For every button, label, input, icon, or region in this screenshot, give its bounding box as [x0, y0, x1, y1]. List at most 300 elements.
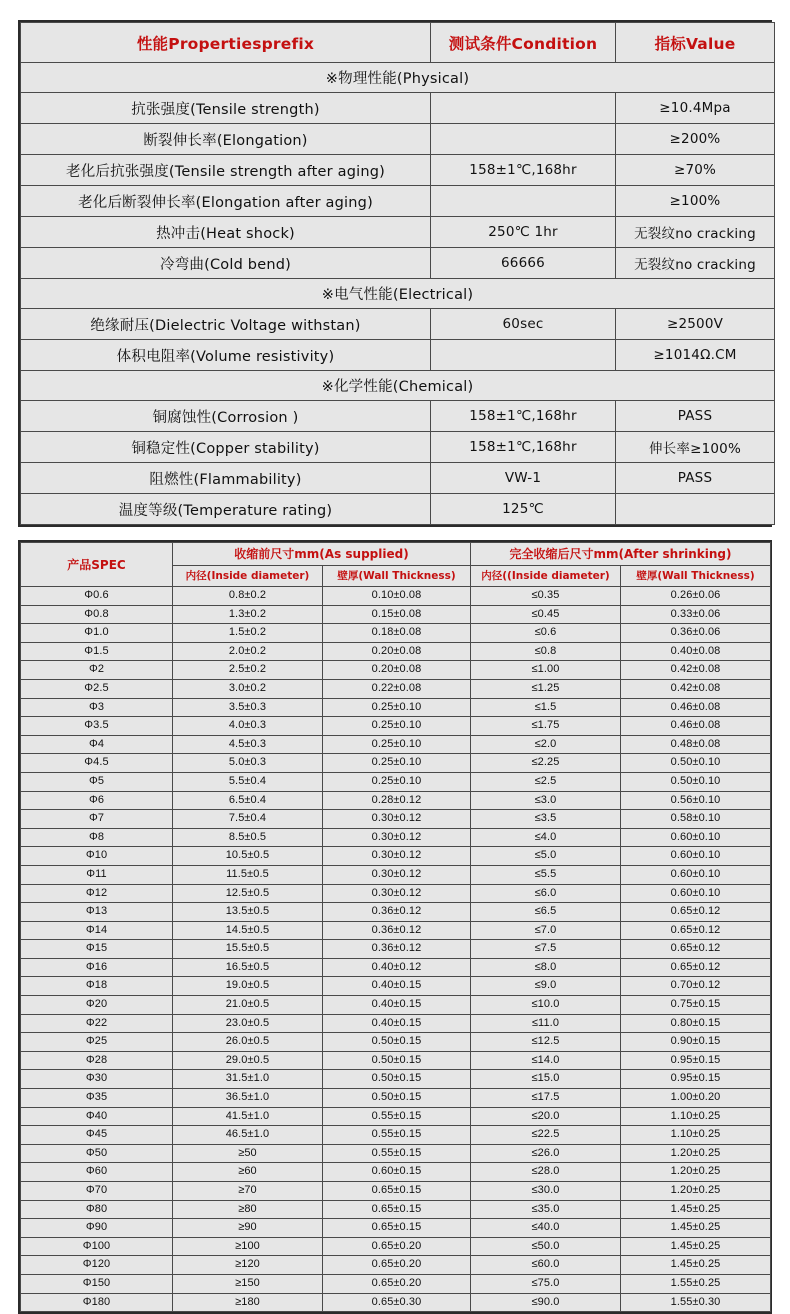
- cell-inside-diameter-shrunk: ≤75.0: [471, 1274, 621, 1293]
- cell-wall-thickness-supplied: 0.40±0.15: [323, 977, 471, 996]
- cell-spec: Φ14: [21, 921, 173, 940]
- table-row: [21, 996, 771, 1015]
- cell-spec: Φ180: [21, 1293, 173, 1312]
- cell-inside-diameter-supplied: 0.8±0.2: [173, 587, 323, 606]
- table-row: [21, 605, 771, 624]
- table-row: [21, 698, 771, 717]
- cell-wall-thickness-shrunk: 1.45±0.25: [621, 1256, 771, 1275]
- header-spec: 产品SPEC: [21, 543, 173, 587]
- cell-wall-thickness-supplied: 0.65±0.15: [323, 1182, 471, 1201]
- cell-wall-thickness-shrunk: 0.46±0.08: [621, 698, 771, 717]
- table-row: [21, 1014, 771, 1033]
- cell-spec: Φ28: [21, 1051, 173, 1070]
- cell-inside-diameter-supplied: 26.0±0.5: [173, 1033, 323, 1052]
- cell-wall-thickness-shrunk: 0.60±0.10: [621, 828, 771, 847]
- table-row: [21, 1274, 771, 1293]
- cell-inside-diameter-supplied: 23.0±0.5: [173, 1014, 323, 1033]
- cell-inside-diameter-shrunk: ≤9.0: [471, 977, 621, 996]
- table-row: [21, 1107, 771, 1126]
- cell-inside-diameter-shrunk: ≤1.75: [471, 717, 621, 736]
- table-row: [21, 1200, 771, 1219]
- cell-inside-diameter-shrunk: ≤6.5: [471, 903, 621, 922]
- cell-inside-diameter-shrunk: ≤1.00: [471, 661, 621, 680]
- property-name: 绝缘耐压(Dielectric Voltage withstan): [21, 309, 431, 340]
- cell-inside-diameter-supplied: 2.5±0.2: [173, 661, 323, 680]
- cell-inside-diameter-shrunk: ≤2.5: [471, 772, 621, 791]
- table-row: [21, 494, 775, 525]
- table-row: [21, 661, 771, 680]
- cell-wall-thickness-supplied: 0.22±0.08: [323, 679, 471, 698]
- cell-wall-thickness-shrunk: 1.20±0.25: [621, 1182, 771, 1201]
- cell-spec: Φ45: [21, 1126, 173, 1145]
- cell-inside-diameter-supplied: ≥80: [173, 1200, 323, 1219]
- cell-spec: Φ30: [21, 1070, 173, 1089]
- cell-inside-diameter-supplied: 3.5±0.3: [173, 698, 323, 717]
- cell-spec: Φ3: [21, 698, 173, 717]
- dimension-table-body: [21, 587, 771, 1312]
- table-row: [21, 587, 771, 606]
- cell-wall-thickness-supplied: 0.18±0.08: [323, 624, 471, 643]
- table-row: [21, 847, 771, 866]
- cell-wall-thickness-shrunk: 0.65±0.12: [621, 903, 771, 922]
- cell-spec: Φ4.5: [21, 754, 173, 773]
- cell-spec: Φ22: [21, 1014, 173, 1033]
- cell-inside-diameter-shrunk: ≤3.5: [471, 810, 621, 829]
- cell-inside-diameter-shrunk: ≤28.0: [471, 1163, 621, 1182]
- table-row: [21, 124, 775, 155]
- cell-wall-thickness-shrunk: 0.42±0.08: [621, 661, 771, 680]
- cell-inside-diameter-supplied: 11.5±0.5: [173, 865, 323, 884]
- cell-inside-diameter-supplied: 31.5±1.0: [173, 1070, 323, 1089]
- table-row: [21, 884, 771, 903]
- cell-inside-diameter-shrunk: ≤20.0: [471, 1107, 621, 1126]
- table-row: [21, 1051, 771, 1070]
- cell-inside-diameter-supplied: 2.0±0.2: [173, 642, 323, 661]
- cell-wall-thickness-supplied: 0.25±0.10: [323, 735, 471, 754]
- table-row: [21, 401, 775, 432]
- table-row: [21, 309, 775, 340]
- cell-spec: Φ100: [21, 1237, 173, 1256]
- cell-spec: Φ40: [21, 1107, 173, 1126]
- table-row: [21, 642, 771, 661]
- cell-wall-thickness-supplied: 0.25±0.10: [323, 698, 471, 717]
- cell-inside-diameter-shrunk: ≤90.0: [471, 1293, 621, 1312]
- cell-inside-diameter-supplied: ≥150: [173, 1274, 323, 1293]
- cell-wall-thickness-supplied: 0.30±0.12: [323, 847, 471, 866]
- cell-inside-diameter-supplied: 36.5±1.0: [173, 1089, 323, 1108]
- cell-wall-thickness-shrunk: 1.20±0.25: [621, 1163, 771, 1182]
- cell-wall-thickness-shrunk: 0.50±0.10: [621, 754, 771, 773]
- cell-inside-diameter-supplied: ≥50: [173, 1144, 323, 1163]
- cell-wall-thickness-supplied: 0.65±0.20: [323, 1237, 471, 1256]
- cell-inside-diameter-supplied: 41.5±1.0: [173, 1107, 323, 1126]
- cell-wall-thickness-supplied: 0.65±0.30: [323, 1293, 471, 1312]
- table-row: [21, 93, 775, 124]
- cell-inside-diameter-supplied: 8.5±0.5: [173, 828, 323, 847]
- table-row: [21, 958, 771, 977]
- cell-spec: Φ7: [21, 810, 173, 829]
- property-name: 断裂伸长率(Elongation): [21, 124, 431, 155]
- cell-inside-diameter-supplied: 10.5±0.5: [173, 847, 323, 866]
- cell-inside-diameter-supplied: ≥90: [173, 1219, 323, 1238]
- cell-spec: Φ50: [21, 1144, 173, 1163]
- table-row: [21, 772, 771, 791]
- cell-inside-diameter-shrunk: ≤4.0: [471, 828, 621, 847]
- table-row: [21, 1070, 771, 1089]
- cell-inside-diameter-shrunk: ≤60.0: [471, 1256, 621, 1275]
- cell-inside-diameter-shrunk: ≤40.0: [471, 1219, 621, 1238]
- cell-wall-thickness-supplied: 0.25±0.10: [323, 772, 471, 791]
- cell-wall-thickness-shrunk: 0.50±0.10: [621, 772, 771, 791]
- table-row: [21, 624, 771, 643]
- cell-spec: Φ2.5: [21, 679, 173, 698]
- section-title: ※化学性能(Chemical): [21, 371, 775, 401]
- table-row: [21, 1219, 771, 1238]
- test-condition: 66666: [431, 248, 616, 279]
- cell-spec: Φ13: [21, 903, 173, 922]
- cell-inside-diameter-supplied: 15.5±0.5: [173, 940, 323, 959]
- cell-inside-diameter-supplied: ≥100: [173, 1237, 323, 1256]
- cell-wall-thickness-supplied: 0.50±0.15: [323, 1033, 471, 1052]
- dimension-table-head: [21, 543, 771, 587]
- cell-wall-thickness-supplied: 0.20±0.08: [323, 642, 471, 661]
- cell-wall-thickness-shrunk: 0.58±0.10: [621, 810, 771, 829]
- cell-wall-thickness-supplied: 0.50±0.15: [323, 1089, 471, 1108]
- cell-wall-thickness-supplied: 0.65±0.20: [323, 1256, 471, 1275]
- property-name: 热冲击(Heat shock): [21, 217, 431, 248]
- section-row: [21, 279, 775, 309]
- table-row: [21, 186, 775, 217]
- cell-wall-thickness-shrunk: 1.45±0.25: [621, 1219, 771, 1238]
- cell-inside-diameter-supplied: ≥70: [173, 1182, 323, 1201]
- section-row: [21, 63, 775, 93]
- cell-wall-thickness-supplied: 0.20±0.08: [323, 661, 471, 680]
- header-after-shrinking: 完全收缩后尺寸mm(After shrinking): [471, 543, 771, 566]
- cell-spec: Φ70: [21, 1182, 173, 1201]
- indicator-value: ≥2500V: [616, 309, 775, 340]
- cell-spec: Φ8: [21, 828, 173, 847]
- cell-wall-thickness-supplied: 0.55±0.15: [323, 1144, 471, 1163]
- indicator-value: ≥10.4Mpa: [616, 93, 775, 124]
- cell-inside-diameter-supplied: 19.0±0.5: [173, 977, 323, 996]
- cell-wall-thickness-shrunk: 1.45±0.25: [621, 1237, 771, 1256]
- cell-inside-diameter-supplied: 4.5±0.3: [173, 735, 323, 754]
- cell-inside-diameter-supplied: 7.5±0.4: [173, 810, 323, 829]
- cell-wall-thickness-shrunk: 0.40±0.08: [621, 642, 771, 661]
- cell-wall-thickness-shrunk: 1.55±0.25: [621, 1274, 771, 1293]
- indicator-value: 无裂纹no cracking: [616, 217, 775, 248]
- cell-spec: Φ3.5: [21, 717, 173, 736]
- cell-spec: Φ80: [21, 1200, 173, 1219]
- test-condition: [431, 124, 616, 155]
- test-condition: 250℃ 1hr: [431, 217, 616, 248]
- cell-inside-diameter-shrunk: ≤2.25: [471, 754, 621, 773]
- cell-spec: Φ120: [21, 1256, 173, 1275]
- property-name: 铜腐蚀性(Corrosion ): [21, 401, 431, 432]
- cell-wall-thickness-shrunk: 0.80±0.15: [621, 1014, 771, 1033]
- test-condition: 125℃: [431, 494, 616, 525]
- cell-wall-thickness-supplied: 0.25±0.10: [323, 717, 471, 736]
- cell-wall-thickness-shrunk: 0.46±0.08: [621, 717, 771, 736]
- cell-wall-thickness-supplied: 0.55±0.15: [323, 1126, 471, 1145]
- cell-inside-diameter-shrunk: ≤30.0: [471, 1182, 621, 1201]
- cell-wall-thickness-supplied: 0.50±0.15: [323, 1051, 471, 1070]
- cell-inside-diameter-shrunk: ≤11.0: [471, 1014, 621, 1033]
- cell-inside-diameter-shrunk: ≤50.0: [471, 1237, 621, 1256]
- cell-wall-thickness-supplied: 0.50±0.15: [323, 1070, 471, 1089]
- test-condition: [431, 93, 616, 124]
- cell-spec: Φ2: [21, 661, 173, 680]
- cell-inside-diameter-supplied: 14.5±0.5: [173, 921, 323, 940]
- section-title: ※物理性能(Physical): [21, 63, 775, 93]
- section-row: [21, 371, 775, 401]
- cell-wall-thickness-shrunk: 0.65±0.12: [621, 921, 771, 940]
- cell-wall-thickness-supplied: 0.40±0.15: [323, 996, 471, 1015]
- properties-table: [20, 22, 775, 525]
- cell-inside-diameter-supplied: 3.0±0.2: [173, 679, 323, 698]
- header-value: 指标Value: [616, 23, 775, 63]
- table-row: [21, 1256, 771, 1275]
- table-row: [21, 248, 775, 279]
- cell-spec: Φ90: [21, 1219, 173, 1238]
- cell-wall-thickness-shrunk: 0.60±0.10: [621, 884, 771, 903]
- indicator-value: ≥200%: [616, 124, 775, 155]
- test-condition: [431, 186, 616, 217]
- table-row: [21, 1237, 771, 1256]
- cell-wall-thickness-shrunk: 0.95±0.15: [621, 1051, 771, 1070]
- header-as-supplied: 收缩前尺寸mm(As supplied): [173, 543, 471, 566]
- cell-spec: Φ6: [21, 791, 173, 810]
- cell-inside-diameter-shrunk: ≤8.0: [471, 958, 621, 977]
- indicator-value: [616, 494, 775, 525]
- cell-wall-thickness-shrunk: 1.10±0.25: [621, 1107, 771, 1126]
- property-name: 冷弯曲(Cold bend): [21, 248, 431, 279]
- cell-wall-thickness-supplied: 0.30±0.12: [323, 810, 471, 829]
- table-row: [21, 1089, 771, 1108]
- cell-inside-diameter-shrunk: ≤10.0: [471, 996, 621, 1015]
- cell-spec: Φ0.8: [21, 605, 173, 624]
- cell-spec: Φ11: [21, 865, 173, 884]
- cell-inside-diameter-supplied: 29.0±0.5: [173, 1051, 323, 1070]
- property-name: 体积电阻率(Volume resistivity): [21, 340, 431, 371]
- header-inside-diameter-supplied: 内径(Inside diameter): [173, 566, 323, 587]
- indicator-value: ≥1014Ω.CM: [616, 340, 775, 371]
- properties-table-container: [18, 20, 772, 527]
- cell-inside-diameter-supplied: 6.5±0.4: [173, 791, 323, 810]
- indicator-value: 伸长率≥100%: [616, 432, 775, 463]
- cell-wall-thickness-supplied: 0.10±0.08: [323, 587, 471, 606]
- table-row: [21, 1033, 771, 1052]
- cell-wall-thickness-shrunk: 1.55±0.30: [621, 1293, 771, 1312]
- property-name: 温度等级(Temperature rating): [21, 494, 431, 525]
- cell-wall-thickness-shrunk: 0.33±0.06: [621, 605, 771, 624]
- cell-inside-diameter-shrunk: ≤5.0: [471, 847, 621, 866]
- header-inside-diameter-shrunk: 内径((Inside diameter): [471, 566, 621, 587]
- property-name: 铜稳定性(Copper stability): [21, 432, 431, 463]
- cell-wall-thickness-supplied: 0.65±0.15: [323, 1219, 471, 1238]
- cell-wall-thickness-supplied: 0.40±0.15: [323, 1014, 471, 1033]
- cell-inside-diameter-supplied: 13.5±0.5: [173, 903, 323, 922]
- test-condition: 158±1℃,168hr: [431, 401, 616, 432]
- table-row: [21, 865, 771, 884]
- cell-inside-diameter-supplied: ≥120: [173, 1256, 323, 1275]
- property-name: 老化后断裂伸长率(Elongation after aging): [21, 186, 431, 217]
- cell-wall-thickness-supplied: 0.28±0.12: [323, 791, 471, 810]
- cell-wall-thickness-supplied: 0.65±0.15: [323, 1200, 471, 1219]
- cell-spec: Φ15: [21, 940, 173, 959]
- cell-wall-thickness-shrunk: 0.60±0.10: [621, 847, 771, 866]
- cell-wall-thickness-supplied: 0.30±0.12: [323, 865, 471, 884]
- table-row: [21, 1293, 771, 1312]
- cell-spec: Φ35: [21, 1089, 173, 1108]
- cell-wall-thickness-shrunk: 1.00±0.20: [621, 1089, 771, 1108]
- table-row: [21, 940, 771, 959]
- cell-inside-diameter-shrunk: ≤3.0: [471, 791, 621, 810]
- cell-inside-diameter-shrunk: ≤0.45: [471, 605, 621, 624]
- cell-inside-diameter-shrunk: ≤17.5: [471, 1089, 621, 1108]
- cell-inside-diameter-shrunk: ≤35.0: [471, 1200, 621, 1219]
- cell-inside-diameter-shrunk: ≤12.5: [471, 1033, 621, 1052]
- cell-inside-diameter-shrunk: ≤1.25: [471, 679, 621, 698]
- table-row: [21, 828, 771, 847]
- cell-inside-diameter-supplied: ≥60: [173, 1163, 323, 1182]
- section-title: ※电气性能(Electrical): [21, 279, 775, 309]
- cell-spec: Φ5: [21, 772, 173, 791]
- cell-inside-diameter-shrunk: ≤22.5: [471, 1126, 621, 1145]
- property-name: 阻燃性(Flammability): [21, 463, 431, 494]
- table-row: [21, 1163, 771, 1182]
- cell-wall-thickness-supplied: 0.30±0.12: [323, 828, 471, 847]
- cell-inside-diameter-shrunk: ≤0.35: [471, 587, 621, 606]
- indicator-value: ≥70%: [616, 155, 775, 186]
- cell-inside-diameter-supplied: 16.5±0.5: [173, 958, 323, 977]
- cell-wall-thickness-shrunk: 1.45±0.25: [621, 1200, 771, 1219]
- table-row: [21, 340, 775, 371]
- table-row: [21, 155, 775, 186]
- cell-wall-thickness-supplied: 0.36±0.12: [323, 903, 471, 922]
- indicator-value: 无裂纹no cracking: [616, 248, 775, 279]
- cell-wall-thickness-supplied: 0.65±0.20: [323, 1274, 471, 1293]
- cell-inside-diameter-shrunk: ≤2.0: [471, 735, 621, 754]
- cell-inside-diameter-supplied: ≥180: [173, 1293, 323, 1312]
- cell-wall-thickness-supplied: 0.15±0.08: [323, 605, 471, 624]
- cell-wall-thickness-supplied: 0.55±0.15: [323, 1107, 471, 1126]
- cell-wall-thickness-supplied: 0.40±0.12: [323, 958, 471, 977]
- property-name: 抗张强度(Tensile strength): [21, 93, 431, 124]
- cell-wall-thickness-shrunk: 0.90±0.15: [621, 1033, 771, 1052]
- cell-inside-diameter-supplied: 5.0±0.3: [173, 754, 323, 773]
- cell-inside-diameter-shrunk: ≤5.5: [471, 865, 621, 884]
- cell-wall-thickness-shrunk: 0.48±0.08: [621, 735, 771, 754]
- cell-inside-diameter-shrunk: ≤7.5: [471, 940, 621, 959]
- cell-spec: Φ0.6: [21, 587, 173, 606]
- cell-inside-diameter-supplied: 4.0±0.3: [173, 717, 323, 736]
- table-row: [21, 1144, 771, 1163]
- cell-spec: Φ25: [21, 1033, 173, 1052]
- header-condition: 测试条件Condition: [431, 23, 616, 63]
- cell-spec: Φ1.5: [21, 642, 173, 661]
- cell-spec: Φ150: [21, 1274, 173, 1293]
- dimension-table-container: [18, 540, 772, 1314]
- indicator-value: ≥100%: [616, 186, 775, 217]
- header-wall-thickness-supplied: 壁厚(Wall Thickness): [323, 566, 471, 587]
- table-row: [21, 977, 771, 996]
- cell-wall-thickness-shrunk: 1.20±0.25: [621, 1144, 771, 1163]
- cell-spec: Φ12: [21, 884, 173, 903]
- table-row: [21, 1126, 771, 1145]
- cell-inside-diameter-shrunk: ≤26.0: [471, 1144, 621, 1163]
- test-condition: 158±1℃,168hr: [431, 155, 616, 186]
- cell-spec: Φ1.0: [21, 624, 173, 643]
- table-row: [21, 463, 775, 494]
- cell-wall-thickness-shrunk: 0.36±0.06: [621, 624, 771, 643]
- test-condition: VW-1: [431, 463, 616, 494]
- cell-wall-thickness-shrunk: 0.65±0.12: [621, 958, 771, 977]
- cell-inside-diameter-shrunk: ≤15.0: [471, 1070, 621, 1089]
- indicator-value: PASS: [616, 463, 775, 494]
- cell-inside-diameter-supplied: 21.0±0.5: [173, 996, 323, 1015]
- cell-wall-thickness-supplied: 0.25±0.10: [323, 754, 471, 773]
- test-condition: 158±1℃,168hr: [431, 432, 616, 463]
- header-property: 性能Propertiesprefix: [21, 23, 431, 63]
- cell-inside-diameter-supplied: 5.5±0.4: [173, 772, 323, 791]
- table-row: [21, 679, 771, 698]
- cell-spec: Φ16: [21, 958, 173, 977]
- properties-header-row: [21, 23, 775, 63]
- cell-inside-diameter-shrunk: ≤14.0: [471, 1051, 621, 1070]
- dimension-header-row-top: [21, 543, 771, 566]
- table-row: [21, 754, 771, 773]
- cell-spec: Φ60: [21, 1163, 173, 1182]
- test-condition: 60sec: [431, 309, 616, 340]
- cell-wall-thickness-shrunk: 0.56±0.10: [621, 791, 771, 810]
- cell-inside-diameter-shrunk: ≤6.0: [471, 884, 621, 903]
- table-row: [21, 717, 771, 736]
- table-row: [21, 1182, 771, 1201]
- table-row: [21, 791, 771, 810]
- cell-inside-diameter-shrunk: ≤0.6: [471, 624, 621, 643]
- cell-wall-thickness-shrunk: 0.42±0.08: [621, 679, 771, 698]
- cell-inside-diameter-shrunk: ≤0.8: [471, 642, 621, 661]
- table-row: [21, 735, 771, 754]
- cell-spec: Φ20: [21, 996, 173, 1015]
- cell-spec: Φ10: [21, 847, 173, 866]
- cell-wall-thickness-shrunk: 0.95±0.15: [621, 1070, 771, 1089]
- cell-wall-thickness-shrunk: 0.60±0.10: [621, 865, 771, 884]
- table-row: [21, 810, 771, 829]
- cell-wall-thickness-shrunk: 0.70±0.12: [621, 977, 771, 996]
- table-row: [21, 217, 775, 248]
- dimension-table: [20, 542, 771, 1312]
- table-row: [21, 921, 771, 940]
- cell-wall-thickness-supplied: 0.36±0.12: [323, 921, 471, 940]
- cell-wall-thickness-shrunk: 0.75±0.15: [621, 996, 771, 1015]
- table-row: [21, 903, 771, 922]
- test-condition: [431, 340, 616, 371]
- cell-inside-diameter-supplied: 12.5±0.5: [173, 884, 323, 903]
- cell-inside-diameter-shrunk: ≤1.5: [471, 698, 621, 717]
- cell-inside-diameter-supplied: 1.3±0.2: [173, 605, 323, 624]
- cell-inside-diameter-supplied: 46.5±1.0: [173, 1126, 323, 1145]
- header-wall-thickness-shrunk: 壁厚(Wall Thickness): [621, 566, 771, 587]
- cell-wall-thickness-shrunk: 0.26±0.06: [621, 587, 771, 606]
- cell-spec: Φ18: [21, 977, 173, 996]
- cell-inside-diameter-supplied: 1.5±0.2: [173, 624, 323, 643]
- cell-spec: Φ4: [21, 735, 173, 754]
- cell-inside-diameter-shrunk: ≤7.0: [471, 921, 621, 940]
- cell-wall-thickness-supplied: 0.36±0.12: [323, 940, 471, 959]
- cell-wall-thickness-shrunk: 1.10±0.25: [621, 1126, 771, 1145]
